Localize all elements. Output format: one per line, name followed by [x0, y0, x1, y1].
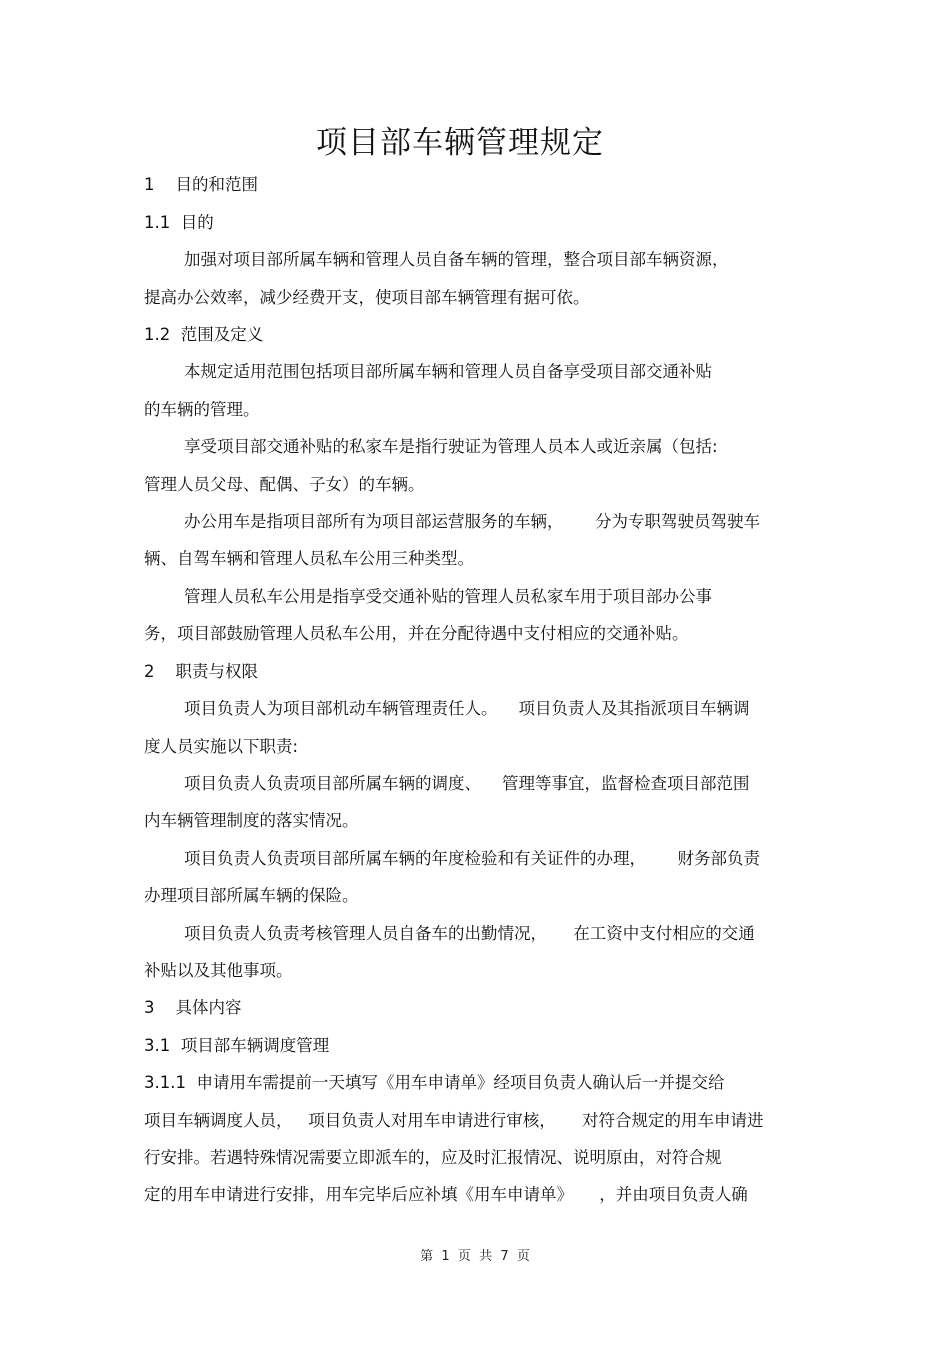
paragraph-line: 提高办公效率，减少经费开支，使项目部车辆管理有据可依。: [144, 288, 590, 307]
paragraph-line: 项目负责人负责项目部所属车辆的年度检验和有关证件的办理， 财务部负责: [184, 849, 760, 868]
paragraph-line: 享受项目部交通补贴的私家车是指行驶证为管理人员本人或近亲属（包括:: [184, 437, 718, 456]
section-heading: 3 具体内容: [144, 998, 242, 1017]
paragraph-line: 行安排。若遇特殊情况需要立即派车的，应及时汇报情况、说明原由，对符合规: [144, 1148, 722, 1167]
paragraph-line: 项目负责人为项目部机动车辆管理责任人。 项目负责人及其指派项目车辆调: [184, 699, 750, 718]
page-title: 项目部车辆管理规定: [316, 125, 604, 161]
paragraph-line: 项目负责人负责考核管理人员自备车的出勤情况， 在工资中支付相应的交通: [184, 924, 755, 943]
section-heading: 2 职责与权限: [144, 662, 258, 681]
paragraph-line: 本规定适用范围包括项目部所属车辆和管理人员自备享受项目部交通补贴: [184, 362, 712, 381]
paragraph-line: 办公用车是指项目部所有为项目部运营服务的车辆， 分为专职驾驶员驾驶车: [184, 512, 760, 531]
subsection-heading: 1.2 范围及定义: [144, 325, 264, 344]
page-footer: 第 1 页 共 7 页: [420, 1249, 530, 1264]
paragraph-line: 度人员实施以下职责:: [144, 737, 299, 756]
paragraph-line: 办理项目部所属车辆的保险。: [144, 886, 359, 905]
paragraph-line: 辆、自驾车辆和管理人员私车公用三种类型。: [144, 549, 474, 568]
paragraph-line: 加强对项目部所属车辆和管理人员自备车辆的管理，整合项目部车辆资源，: [184, 250, 729, 269]
subsection-heading: 3.1 项目部车辆调度管理: [144, 1036, 330, 1055]
paragraph-line: 管理人员私车公用是指享受交通补贴的管理人员私家车用于项目部办公事: [184, 587, 712, 606]
paragraph-line: 项目负责人负责项目部所属车辆的调度、 管理等事宜，监督检查项目部范围: [184, 774, 750, 793]
paragraph-line: 内车辆管理制度的落实情况。: [144, 811, 359, 830]
paragraph-line: 项目车辆调度人员， 项目负责人对用车申请进行审核， 对符合规定的用车申请进: [144, 1111, 764, 1130]
paragraph-line: 3.1.1 申请用车需提前一天填写《用车申请单》经项目负责人确认后一并提交给: [144, 1073, 725, 1092]
paragraph-line: 补贴以及其他事项。: [144, 961, 293, 980]
paragraph-line: 定的用车申请进行安排，用车完毕后应补填《用车申请单》 ，并由项目负责人确: [144, 1185, 748, 1204]
subsection-heading: 1.1 目的: [144, 213, 214, 232]
paragraph-line: 务，项目部鼓励管理人员私车公用，并在分配待遇中支付相应的交通补贴。: [144, 624, 689, 643]
paragraph-line: 管理人员父母、配偶、子女）的车辆。: [144, 475, 425, 494]
paragraph-line: 的车辆的管理。: [144, 400, 260, 419]
section-heading: 1 目的和范围: [144, 175, 258, 194]
